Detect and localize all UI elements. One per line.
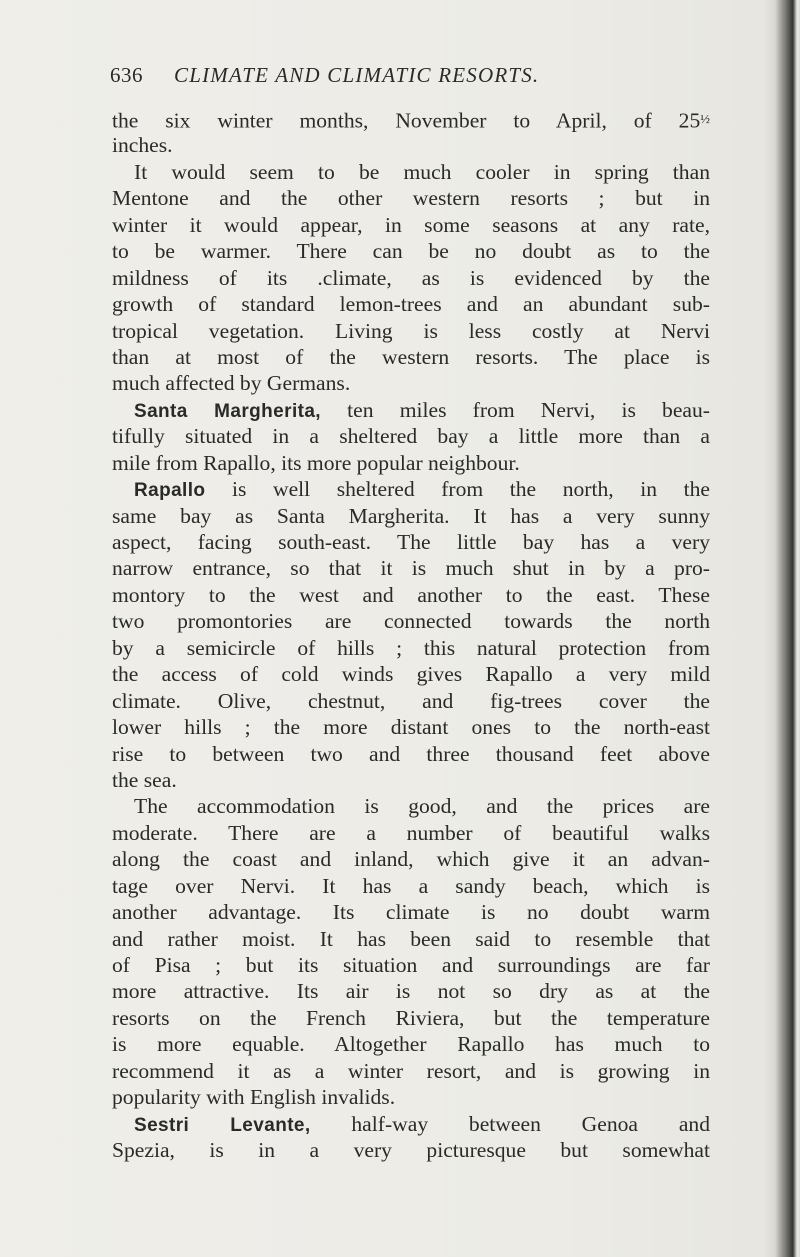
text-line: tifully situated in a sheltered bay a little more than a — [112, 424, 710, 449]
text-line: another advantage. Its climate is no doubt warm — [112, 900, 710, 925]
text-line: narrow entrance, so that it is much shut in by a pro- — [112, 556, 710, 581]
text-line: by a semicircle of hills ; this natural protection from — [112, 635, 710, 660]
text-line: montory to the west and another to the east. These — [112, 582, 710, 607]
text-line: resorts on the French Riviera, but the temperature — [112, 1005, 710, 1030]
text-line: recommend it as a winter resort, and is growing in — [112, 1058, 710, 1083]
text-line: Rapallo is well sheltered from the north, in the — [134, 477, 710, 502]
text-line: lower hills ; the more distant ones to the north-east — [112, 715, 710, 740]
text-line: two promontories are connected towards the north — [112, 609, 710, 634]
place-name: Rapallo — [134, 480, 206, 502]
text-line: Sestri Levante, half-way between Genoa and — [134, 1111, 710, 1136]
text-line: mile from Rapallo, its more popular neighbour. — [112, 450, 520, 475]
text-line: popularity with English invalids. — [112, 1085, 396, 1110]
text-line: tropical vegetation. Living is less costly at Nervi — [112, 318, 710, 343]
text-line: The accommodation is good, and the prices are — [134, 794, 710, 819]
text-line: is more equable. Altogether Rapallo has much to — [112, 1032, 710, 1057]
binding-shadow — [764, 0, 800, 1257]
text-line: of Pisa ; but its situation and surroundings are far — [112, 953, 710, 977]
fraction: ½ — [700, 111, 710, 126]
text-line: inches. — [112, 133, 173, 158]
text-line: climate. Olive, chestnut, and fig-trees cover the — [112, 688, 710, 713]
text-line: much affected by Germans. — [112, 371, 351, 396]
text-line: mildness of its .climate, as is evidenced by the — [112, 265, 710, 290]
text-line: rise to between two and three thousand feet above — [112, 741, 710, 766]
running-title: CLIMATE AND CLIMATIC RESORTS. — [174, 63, 540, 87]
text-line: the sea. — [112, 767, 177, 792]
body-text — [112, 106, 710, 1164]
text-line: growth of standard lemon-trees and an abundant sub- — [112, 292, 710, 317]
place-name: Sestri Levante, — [134, 1114, 311, 1136]
text-line: and rather moist. It has been said to resemble that — [112, 926, 710, 951]
text-line: more attractive. Its air is not so dry as at the — [112, 979, 710, 1004]
text-line: Mentone and the other western resorts ; but in — [112, 186, 710, 211]
text-line: same bay as Santa Margherita. It has a very sunny — [112, 503, 710, 528]
text-line: aspect, facing south-east. The little bay has a very — [112, 530, 710, 554]
place-name: Santa Margherita, — [134, 400, 321, 422]
text-line: It would seem to be much cooler in spring than — [134, 159, 710, 184]
text-line: tage over Nervi. It has a sandy beach, which is — [112, 873, 710, 898]
text-line: than at most of the western resorts. The place is — [112, 344, 710, 369]
text-line: Santa Margherita, ten miles from Nervi, is beau- — [134, 397, 711, 422]
text-line: winter it would appear, in some seasons at any rate, — [112, 212, 710, 237]
text-line: along the coast and inland, which give it an advan- — [112, 847, 710, 872]
text-line: the access of cold winds gives Rapallo a very mild — [112, 662, 710, 687]
text-line: moderate. There are a number of beautiful walks — [112, 820, 710, 845]
page-header — [110, 63, 670, 93]
text-line: to be warmer. There can be no doubt as to the — [112, 239, 710, 264]
page-number: 636 — [110, 63, 143, 87]
text-line: Spezia, is in a very picturesque but somewhat — [112, 1138, 710, 1163]
text-line: the six winter months, November to April, of $25^{\frac{1}{2}}$ — [112, 108, 710, 133]
